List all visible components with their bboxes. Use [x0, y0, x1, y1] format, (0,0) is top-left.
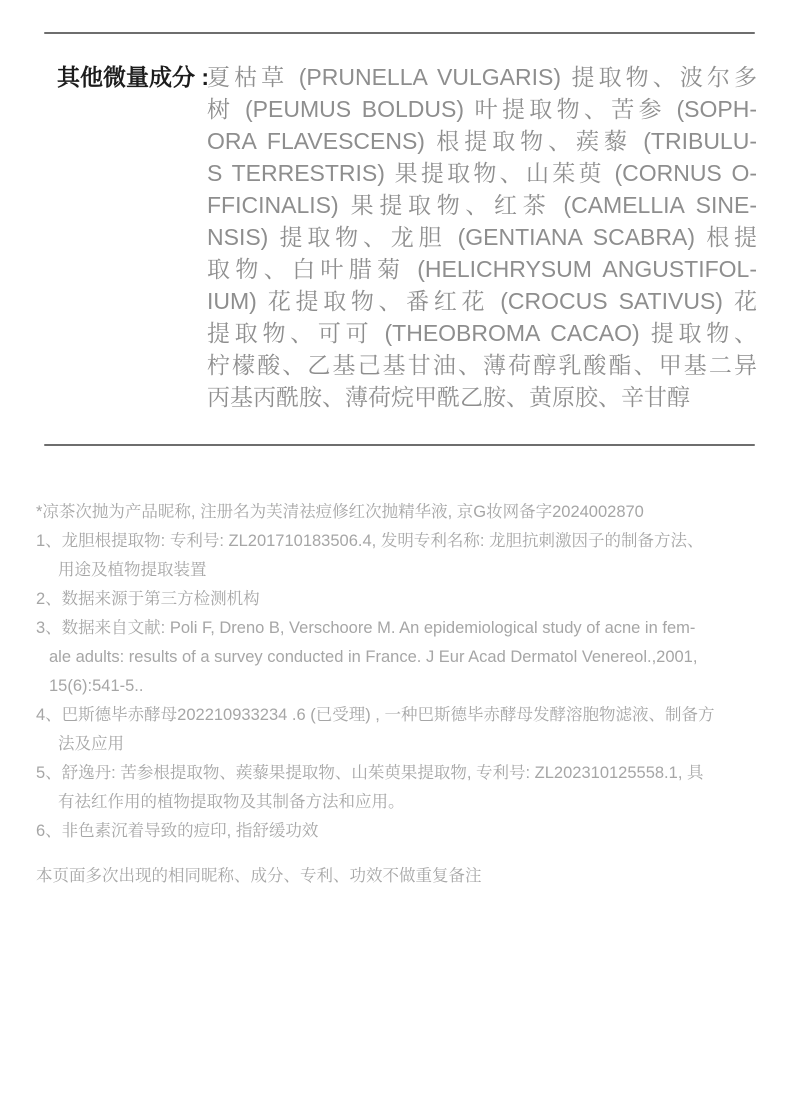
footnote-line: 3、数据来自文献: Poli F, Dreno B, Verschoore M. An epidemiological study of acne in fem- [36, 619, 696, 637]
footnote-line: ale adults: results of a survey conducted in France. J Eur Acad Dermatol Venereol.,2001, [49, 648, 698, 666]
ingredients-text [207, 61, 757, 413]
ingredient-line: ORA FLAVESCENS) 根提取物、蒺藜 (TRIBULU- [207, 128, 757, 154]
ingredient-line: 丙基丙酰胺、薄荷烷甲酰乙胺、黄原胶、辛甘醇 [207, 384, 690, 410]
ingredient-line: NSIS) 提取物、龙胆 (GENTIANA SCABRA) 根提 [207, 224, 757, 250]
footnotes-section [0, 446, 800, 846]
ingredient-line: 夏枯草 (PRUNELLA VULGARIS) 提取物、波尔多 [207, 64, 757, 90]
ingredients-label: 其他微量成分 : [57, 64, 210, 90]
ingredient-line: IUM) 花提取物、番红花 (CROCUS SATIVUS) 花 [207, 288, 757, 314]
other-trace-ingredients-row [0, 34, 800, 413]
ingredient-line: 树 (PEUMUS BOLDUS) 叶提取物、苦参 (SOPH- [207, 96, 757, 122]
dedup-note: 本页面多次出现的相同昵称、成分、专利、功效不做重复备注 [36, 867, 482, 885]
ingredient-line: 柠檬酸、乙基己基甘油、薄荷醇乳酸酯、甲基二异 [207, 352, 757, 378]
footnote-line: 法及应用 [58, 735, 124, 753]
ingredient-line: 提取物、可可 (THEOBROMA CACAO) 提取物、 [207, 320, 757, 346]
footnote-line: 6、非色素沉着导致的痘印, 指舒缓功效 [36, 822, 319, 840]
footnote-line: 有祛红作用的植物提取物及其制备方法和应用。 [58, 793, 405, 811]
ingredient-line: FFICINALIS) 果提取物、红茶 (CAMELLIA SINE- [207, 192, 757, 218]
footnote-line: 4、巴斯德毕赤酵母202210933234 .6 (已受理) , 一种巴斯德毕赤酵母发酵溶胞物滤液、制备方 [36, 706, 715, 724]
footnote-line: 用途及植物提取装置 [58, 561, 207, 579]
footnote-line: 1、龙胆根提取物: 专利号: ZL201710183506.4, 发明专利名称: 龙胆抗刺激因子的制备方法、 [36, 532, 704, 550]
footnote-line: 5、舒逸丹: 苦参根提取物、蒺藜果提取物、山茱萸果提取物, 专利号: ZL202310125558.1, 具 [36, 764, 704, 782]
footnote-line: 2、数据来源于第三方检测机构 [36, 590, 260, 608]
ingredient-disclosure-page [0, 32, 800, 1093]
ingredient-line: 取物、白叶腊菊 (HELICHRYSUM ANGUSTIFOL- [207, 256, 757, 282]
footnote-line: *凉茶次抛为产品昵称, 注册名为芙清祛痘修红次抛精华液, 京G妆网备字2024002870 [36, 503, 644, 521]
footnote-line: 15(6):541-5.. [49, 677, 144, 695]
ingredient-line: S TERRESTRIS) 果提取物、山茱萸 (CORNUS O- [207, 160, 757, 186]
